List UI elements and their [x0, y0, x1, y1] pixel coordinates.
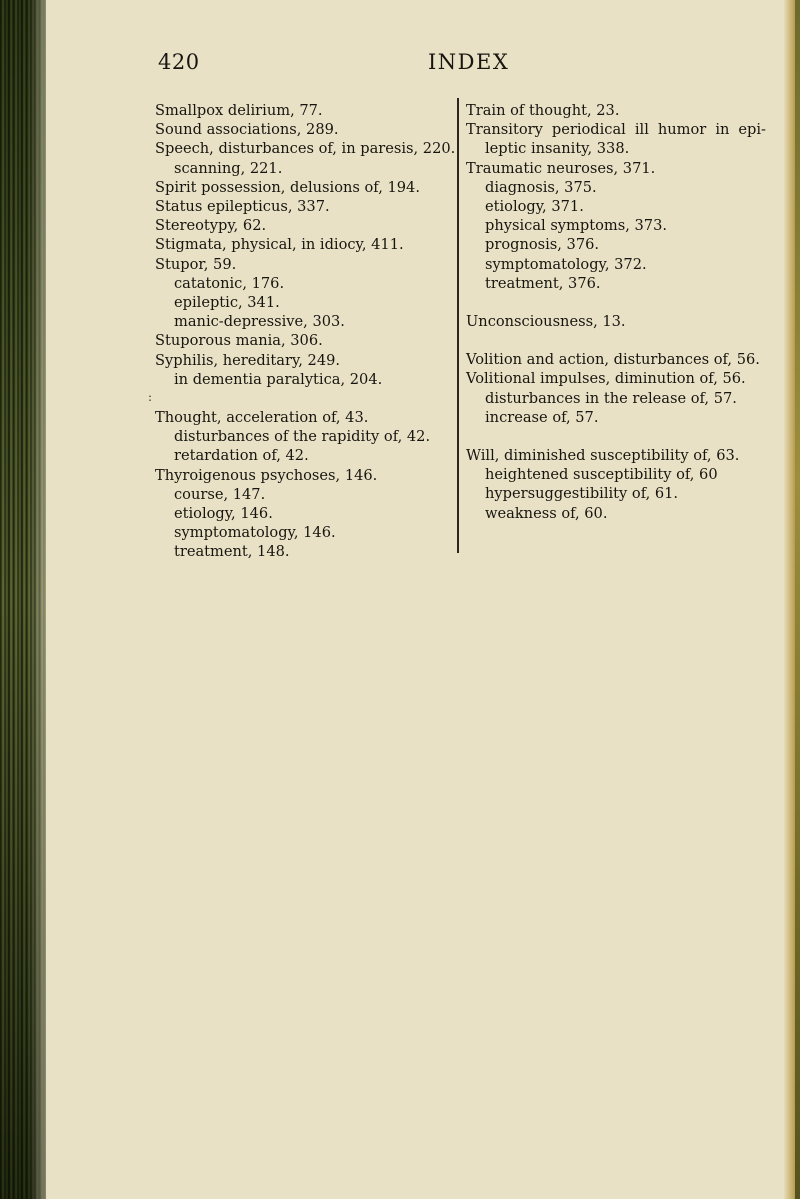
index-subentry: weakness of, 60.	[485, 504, 608, 522]
index-subentry: manic-depressive, 303.	[174, 313, 345, 331]
margin-mark: :	[148, 390, 153, 404]
index-subentry: physical symptoms, 373.	[485, 217, 667, 235]
index-entry: Speech, disturbances of, in paresis, 220.	[155, 140, 456, 158]
index-column-right	[466, 101, 766, 523]
index-entry: Thought, acceleration of, 43.	[155, 409, 369, 427]
index-subentry: diagnosis, 375.	[485, 178, 597, 196]
index-entry: Will, diminished susceptibility of, 63.	[466, 447, 740, 465]
index-subentry: increase of, 57.	[485, 408, 599, 426]
index-subentry: etiology, 371.	[485, 198, 584, 216]
index-entry: Stupor, 59.	[155, 255, 237, 273]
index-entry: Spirit possession, delusions of, 194.	[155, 178, 420, 196]
entry-spacer	[155, 389, 455, 408]
column-divider	[457, 98, 459, 553]
page-edge-dark	[795, 0, 800, 1199]
index-entry: Unconsciousness, 13.	[466, 313, 626, 331]
index-subentry: treatment, 148.	[174, 543, 290, 561]
index-subentry: hypersuggestibility of, 61.	[485, 485, 679, 503]
index-subentry: disturbances of the rapidity of, 42.	[174, 428, 431, 446]
entry-spacer	[466, 293, 766, 312]
index-subentry: in dementia paralytica, 204.	[174, 370, 383, 388]
index-subentry: etiology, 146.	[174, 505, 273, 523]
index-entry: Syphilis, hereditary, 249.	[155, 351, 341, 369]
page-title: INDEX	[428, 50, 510, 74]
index-subentry: disturbances in the release of, 57.	[485, 389, 737, 407]
index-subentry: treatment, 376.	[485, 274, 601, 292]
index-entry: Stuporous mania, 306.	[155, 332, 323, 350]
index-entry: Stigmata, physical, in idiocy, 411.	[155, 236, 404, 254]
index-subentry: course, 147.	[174, 485, 266, 503]
index-subentry: symptomatology, 146.	[174, 524, 336, 542]
index-entry: Thyroigenous psychoses, 146.	[155, 466, 378, 484]
index-entry: Volitional impulses, diminution of, 56.	[466, 370, 746, 388]
index-entry: Sound associations, 289.	[155, 121, 339, 139]
index-entry: Train of thought, 23.	[466, 102, 620, 119]
index-subentry: catatonic, 176.	[174, 274, 285, 292]
entry-spacer	[466, 427, 766, 446]
index-entry: Traumatic neuroses, 371.	[466, 159, 656, 177]
index-entry: Transitory periodical ill humor in epi- leptic insanity, 338.	[466, 121, 766, 158]
index-subentry: retardation of, 42.	[174, 447, 309, 465]
entry-spacer	[466, 331, 766, 350]
index-entry: Stereotypy, 62.	[155, 217, 267, 235]
index-subentry: epileptic, 341.	[174, 294, 280, 312]
page-header	[0, 50, 800, 80]
binding-shadow	[30, 0, 70, 1199]
page-number: 420	[158, 50, 200, 74]
index-subentry: heightened susceptibility of, 60	[485, 466, 718, 484]
index-subentry: prognosis, 376.	[485, 236, 600, 254]
index-entry: Smallpox delirium, 77.	[155, 102, 323, 119]
index-column-left	[155, 101, 455, 562]
index-subentry: scanning, 221.	[174, 159, 283, 177]
index-entry: Volition and action, disturbances of, 56.	[466, 351, 760, 369]
index-subentry: symptomatology, 372.	[485, 255, 647, 273]
index-entry: Status epilepticus, 337.	[155, 198, 330, 216]
